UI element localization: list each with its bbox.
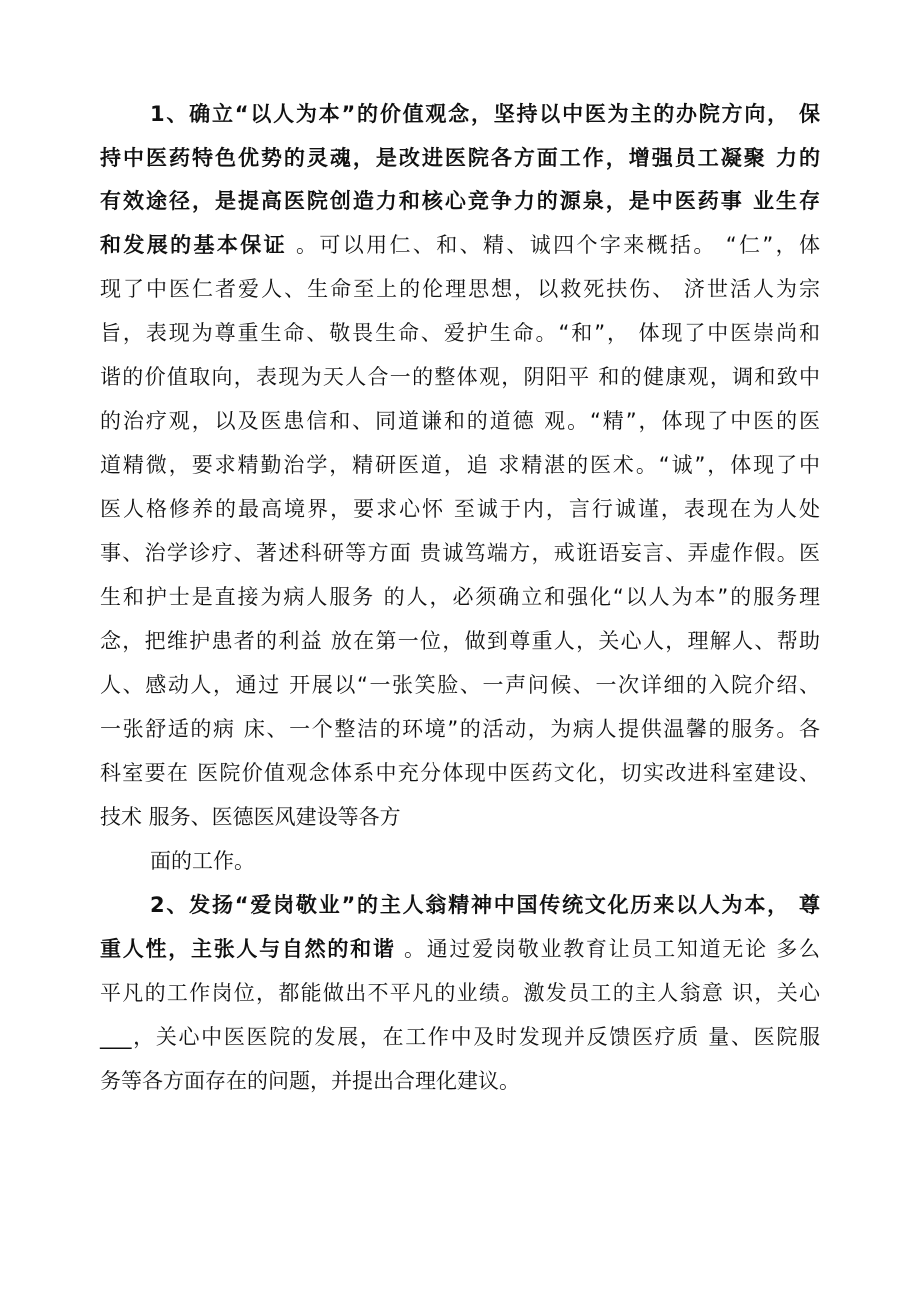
text-line <box>100 274 820 304</box>
text-run: 一张舒适的病 床、一个整洁的环境”的活动，为病人提供温馨的服务。各 <box>100 717 820 741</box>
text-line <box>100 186 820 216</box>
text-line <box>150 846 820 876</box>
text-run: 医人格修养的最高境界，要求心怀 至诚于内，言行诚谨，表现在为人处 <box>100 497 820 521</box>
text-line <box>100 670 820 700</box>
text-line <box>150 99 820 129</box>
text-line <box>100 934 820 964</box>
text-run: 持中医药特色优势的灵魂，是改进医院各方面工作，增强员工凝聚 力的 <box>100 146 820 170</box>
text-run: 事、治学诊疗、著述科研等方面 贵诚笃端方，戒诳语妄言、弄虚作假。医 <box>100 541 820 565</box>
text-line <box>100 230 820 260</box>
text-run: 生和护士是直接为病人服务 的人，必须确立和强化“以人为本”的服务理 <box>100 585 820 609</box>
text-run: 人、感动人，通过 开展以“一张笑脸、一声问候、一次详细的入院介绍、 <box>100 673 820 697</box>
text-run: 旨，表现为尊重生命、敬畏生命、爱护生命。“和”， 体现了中医崇尚和 <box>100 321 820 345</box>
text-run: 务等各方面存在的问题，并提出合理化建议。 <box>100 1069 520 1093</box>
text-line <box>100 450 820 480</box>
text-line <box>100 1022 820 1052</box>
text-run: 2、发扬“爱岗敬业”的主人翁精神中国传统文化历来以人为本， 尊 <box>150 893 820 917</box>
text-line <box>100 582 820 612</box>
text-line <box>100 1066 820 1096</box>
text-run: 现了中医仁者爱人、生命至上的伦理思想，以救死扶伤、 济世活人为宗 <box>100 277 820 301</box>
text-line <box>100 978 820 1008</box>
text-line <box>100 362 820 392</box>
text-line <box>100 758 820 788</box>
text-line <box>100 538 820 568</box>
text-line <box>100 318 820 348</box>
text-run: 念，把维护患者的利益 放在第一位，做到尊重人，关心人，理解人、帮助 <box>100 629 820 653</box>
text-run: 技术 服务、医德医风建设等各方 <box>100 805 401 829</box>
text-run: 谐的价值取向，表现为天人合一的整体观，阴阳平 和的健康观，调和致中 <box>100 365 820 389</box>
text-run: 道精微，要求精勤治学，精研医道，追 求精湛的医术。“诚”，体现了中 <box>100 453 820 477</box>
text-run: 面的工作。 <box>150 849 255 873</box>
text-run: 重人性，主张人与自然的和谐 <box>100 937 396 961</box>
text-line <box>100 494 820 524</box>
text-run: 有效途径，是提高医院创造力和核心竞争力的源泉，是中医药事 业生存 <box>100 189 820 213</box>
text-line <box>100 626 820 656</box>
text-line <box>100 802 820 832</box>
text-line <box>100 714 820 744</box>
text-run: 1、确立“以人为本”的价值观念，坚持以中医为主的办院方向， 保 <box>150 102 820 126</box>
text-line <box>150 890 820 920</box>
text-line <box>100 406 820 436</box>
text-run: 平凡的工作岗位，都能做出不平凡的业绩。激发员工的主人翁意 识，关心 <box>100 981 820 1005</box>
text-run: 和发展的基本保证 <box>100 233 287 257</box>
text-run: 科室要在 医院价值观念体系中充分体现中医药文化，切实改进科室建设、 <box>100 761 820 785</box>
text-run: ___，关心中医医院的发展，在工作中及时发现并反馈医疗质 量、医院服 <box>100 1025 820 1049</box>
text-run: 。可以用仁、和、精、诚四个字来概括。 “仁”，体 <box>286 233 821 257</box>
text-run: 。通过爱岗敬业教育让员工知道无论 多么 <box>395 937 820 961</box>
text-run: 的治疗观，以及医患信和、同道谦和的道德 观。“精”，体现了中医的医 <box>100 409 820 433</box>
text-line <box>100 143 820 173</box>
